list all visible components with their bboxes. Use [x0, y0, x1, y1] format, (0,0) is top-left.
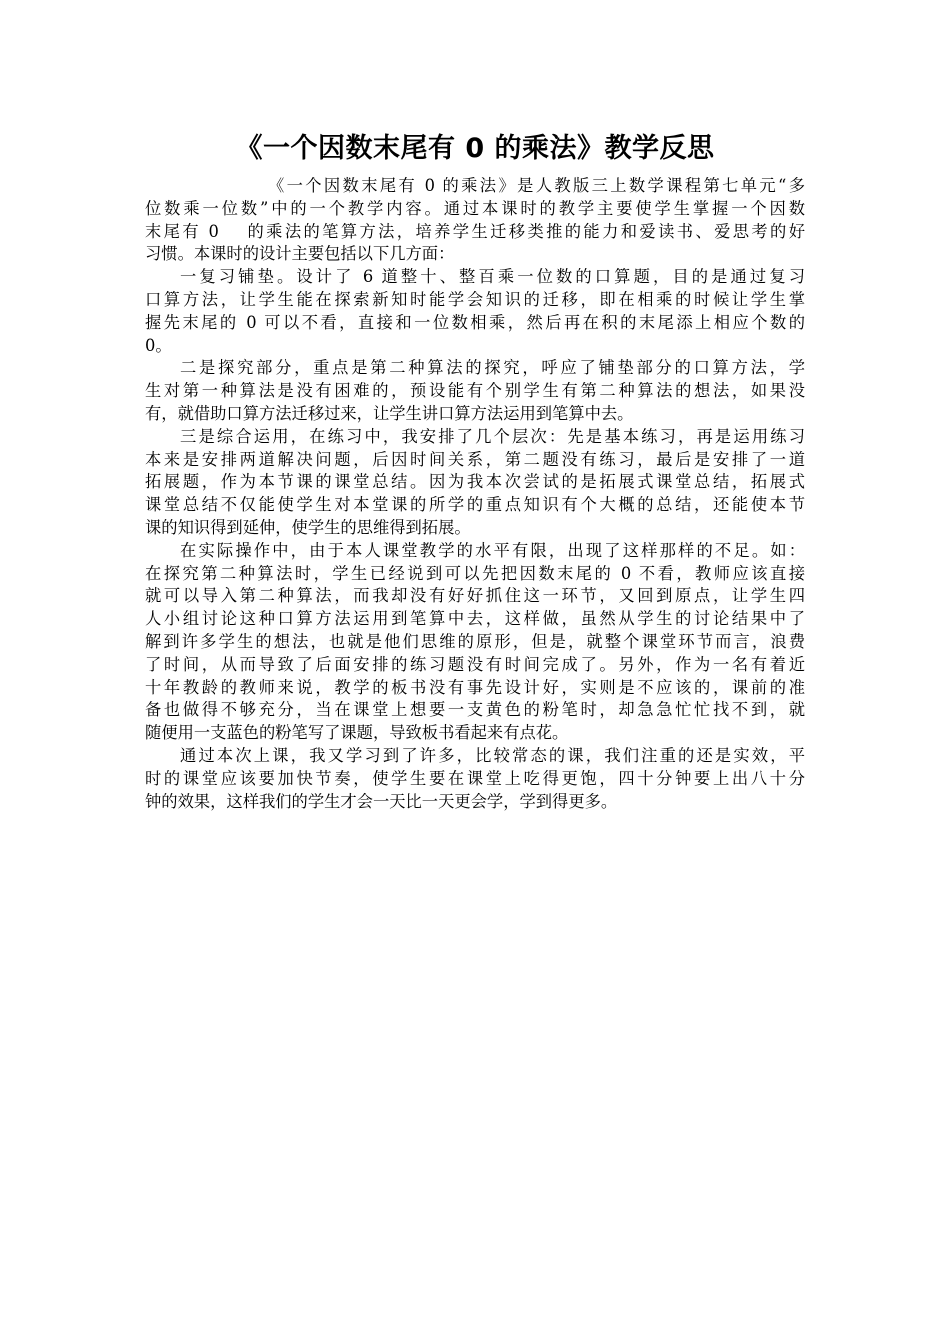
- text-line: 随便用一支蓝色的粉笔写了课题，导致板书看起来有点花。: [145, 723, 569, 743]
- document-body: [145, 175, 805, 813]
- text-line: 有，就借助口算方法迁移过来，让学生讲口算方法运用到笔算中去。: [145, 403, 634, 423]
- text-line: 三是综合运用，在练习中，我安排了几个层次：先是基本练习，再是运用练习: [180, 426, 805, 446]
- text-line: 位数乘一位数”中的一个教学内容。通过本课时的教学主要使学生掌握一个因数: [145, 198, 805, 218]
- text-line: 备也做得不够充分，当在课堂上想要一支黄色的粉笔时，却急急忙忙找不到，就: [145, 700, 805, 720]
- text-line: 拓展题，作为本节课的课堂总结。因为我本次尝试的是拓展式课堂总结，拓展式: [145, 472, 805, 492]
- text-line: 本来是安排两道解决问题，后因时间关系，第二题没有练习，最后是安排了一道: [145, 449, 805, 469]
- text-line: 末尾有 0 的乘法的笔算方法，培养学生迁移类推的能力和爱读书、爱思考的好: [145, 221, 805, 241]
- text-line: 时的课堂应该要加快节奏，使学生要在课堂上吃得更饱，四十分钟要上出八十分: [145, 768, 805, 788]
- text-line: 在探究第二种算法时，学生已经说到可以先把因数末尾的 0 不看，教师应该直接: [145, 563, 805, 583]
- text-line: 握先末尾的 0 可以不看，直接和一位数相乘，然后再在积的末尾添上相应个数的: [145, 312, 805, 332]
- text-line: 课堂总结不仅能使学生对本堂课的所学的重点知识有个大概的总结，还能使本节: [145, 495, 805, 515]
- text-line: 习惯。本课时的设计主要包括以下几方面：: [145, 244, 455, 264]
- text-line: 钟的效果，这样我们的学生才会一天比一天更会学，学到得更多。: [145, 791, 618, 811]
- text-line: 口算方法，让学生能在探索新知时能学会知识的迁移，即在相乘的时候让学生掌: [145, 289, 805, 309]
- text-line: 生对第一种算法是没有困难的，预设能有个别学生有第二种算法的想法，如果没: [145, 381, 805, 401]
- text-line: 解到许多学生的想法，也就是他们思维的原形，但是，就整个课堂环节而言，浪费: [145, 631, 805, 651]
- text-line: 在实际操作中，由于本人课堂教学的水平有限，出现了这样那样的不足。如：: [180, 540, 805, 560]
- text-line: 了时间，从而导致了后面安排的练习题没有时间完成了。另外，作为一名有着近: [145, 654, 805, 674]
- text-line: 就可以导入第二种算法，而我却没有好好抓住这一环节，又回到原点，让学生四: [145, 586, 805, 606]
- text-line: 《一个因数末尾有 0 的乘法》是人教版三上数学课程第七单元“多: [268, 176, 805, 195]
- text-line: 课的知识得到延伸，使学生的思维得到拓展。: [145, 517, 471, 537]
- text-line: 通过本次上课，我又学习到了许多，比较常态的课，我们注重的还是实效，平: [180, 745, 805, 765]
- text-line: 十年教龄的教师来说，教学的板书没有事先设计好，实则是不应该的，课前的准: [145, 677, 805, 697]
- text-line: 二是探究部分，重点是第二种算法的探究，呼应了铺垫部分的口算方法，学: [180, 358, 805, 378]
- text-line: 0。: [145, 335, 172, 355]
- text-line: 人小组讨论这种口算方法运用到笔算中去，这样做，虽然从学生的讨论结果中了: [145, 609, 805, 629]
- text-line: 一复习铺垫。设计了 6 道整十、整百乘一位数的口算题，目的是通过复习: [180, 267, 805, 287]
- document-title: 《一个因数末尾有 0 的乘法》教学反思: [235, 133, 715, 164]
